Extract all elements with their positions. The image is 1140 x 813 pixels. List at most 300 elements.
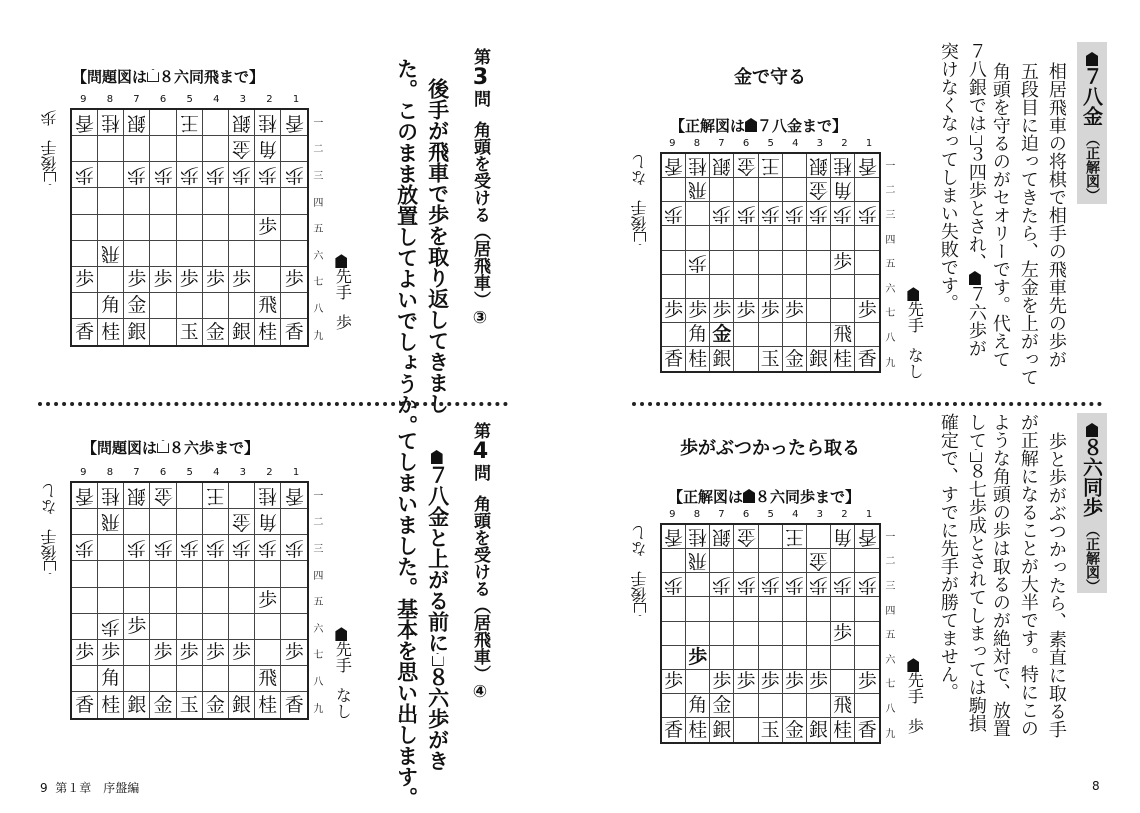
board-square[interactable] <box>177 666 203 692</box>
board-square[interactable] <box>807 226 831 250</box>
board-square[interactable] <box>124 215 150 241</box>
board-square[interactable] <box>124 110 150 136</box>
board-square[interactable] <box>734 549 758 573</box>
board-square[interactable] <box>710 202 734 226</box>
board-square[interactable] <box>229 215 255 241</box>
sente-piece[interactable]: 歩 <box>284 641 304 663</box>
board-square[interactable] <box>686 597 710 621</box>
board-square[interactable] <box>203 561 229 587</box>
board-square[interactable] <box>855 694 879 718</box>
board-square[interactable] <box>98 483 124 509</box>
gote-piece[interactable]: 香 <box>75 485 95 508</box>
sente-piece[interactable]: 桂 <box>258 320 278 343</box>
board-square[interactable] <box>662 178 686 202</box>
gote-piece[interactable]: 歩 <box>153 164 173 187</box>
board-square[interactable] <box>203 110 229 136</box>
board-square[interactable] <box>686 226 710 250</box>
gote-piece[interactable]: 王 <box>205 485 225 508</box>
gote-piece[interactable]: 銀 <box>231 112 251 135</box>
sente-piece[interactable]: 歩 <box>736 670 756 692</box>
board-square[interactable] <box>759 251 783 275</box>
gote-piece[interactable]: 香 <box>857 526 877 549</box>
board-square[interactable] <box>710 622 734 646</box>
board-square[interactable] <box>855 622 879 646</box>
board-square[interactable] <box>831 178 855 202</box>
sente-piece[interactable]: 金 <box>127 294 147 317</box>
sente-piece[interactable]: 歩 <box>127 614 147 637</box>
board-square[interactable] <box>855 597 879 621</box>
sente-piece[interactable]: 歩 <box>205 268 225 290</box>
gote-piece[interactable]: 歩 <box>127 164 147 187</box>
board-square[interactable] <box>783 154 807 178</box>
sente-piece[interactable]: 歩 <box>101 641 121 663</box>
board-square[interactable] <box>203 215 229 241</box>
board-square[interactable] <box>686 202 710 226</box>
sente-piece[interactable]: 桂 <box>101 320 121 343</box>
board-square[interactable] <box>229 162 255 188</box>
sente-piece[interactable]: 歩 <box>179 641 199 663</box>
board-square[interactable] <box>281 509 307 535</box>
gote-piece[interactable]: 歩 <box>833 574 853 597</box>
board-square[interactable] <box>203 692 229 718</box>
sente-piece[interactable]: 歩 <box>736 299 756 321</box>
board-square[interactable] <box>177 692 203 718</box>
board-square[interactable] <box>72 509 98 535</box>
board-square[interactable] <box>150 640 176 666</box>
gote-piece[interactable]: 歩 <box>284 537 304 560</box>
board-square[interactable] <box>281 267 307 293</box>
board-square[interactable] <box>783 323 807 347</box>
board-square[interactable] <box>759 694 783 718</box>
board-square[interactable] <box>150 162 176 188</box>
gote-piece[interactable]: 歩 <box>857 203 877 226</box>
board-square[interactable] <box>734 251 758 275</box>
sente-piece[interactable]: 歩 <box>857 670 877 692</box>
board-square[interactable] <box>72 267 98 293</box>
board-square[interactable] <box>124 188 150 214</box>
sente-piece[interactable]: 銀 <box>808 718 828 741</box>
board-square[interactable] <box>855 549 879 573</box>
board-square[interactable] <box>855 323 879 347</box>
board-square[interactable] <box>72 293 98 319</box>
board-square[interactable] <box>255 614 281 640</box>
board-square[interactable] <box>177 509 203 535</box>
gote-piece[interactable]: 歩 <box>75 164 95 187</box>
sente-piece[interactable]: 歩 <box>153 641 173 663</box>
board-square[interactable] <box>783 718 807 742</box>
board-square[interactable] <box>229 110 255 136</box>
board-square[interactable] <box>783 299 807 323</box>
gote-piece[interactable]: 歩 <box>258 164 278 187</box>
sente-piece[interactable]: 歩 <box>712 299 732 321</box>
board-square[interactable] <box>807 275 831 299</box>
board-square[interactable] <box>98 215 124 241</box>
gote-piece[interactable]: 歩 <box>231 164 251 187</box>
board-square[interactable] <box>281 483 307 509</box>
board-square[interactable] <box>255 692 281 718</box>
sente-piece[interactable]: 歩 <box>760 299 780 321</box>
board-square[interactable] <box>759 597 783 621</box>
board-square[interactable] <box>72 188 98 214</box>
board-square[interactable] <box>734 718 758 742</box>
board-square[interactable] <box>72 162 98 188</box>
sente-piece[interactable]: 桂 <box>833 347 853 370</box>
gote-piece[interactable]: 歩 <box>760 574 780 597</box>
gote-piece[interactable]: 銀 <box>127 485 147 508</box>
gote-piece[interactable]: 桂 <box>101 112 121 135</box>
sente-piece[interactable]: 歩 <box>664 299 684 321</box>
gote-piece[interactable]: 歩 <box>205 537 225 560</box>
board-square[interactable] <box>686 646 710 670</box>
board-square[interactable] <box>255 215 281 241</box>
board-square[interactable] <box>783 646 807 670</box>
board-square[interactable] <box>150 215 176 241</box>
gote-piece[interactable]: 歩 <box>179 537 199 560</box>
board-square[interactable] <box>734 597 758 621</box>
board-square[interactable] <box>255 241 281 267</box>
board-square[interactable] <box>686 275 710 299</box>
board-square[interactable] <box>281 588 307 614</box>
board-square[interactable] <box>124 614 150 640</box>
board-square[interactable] <box>710 226 734 250</box>
board-square[interactable] <box>759 573 783 597</box>
board-square[interactable] <box>807 347 831 371</box>
board-square[interactable] <box>686 154 710 178</box>
gote-piece[interactable]: 金 <box>808 179 828 202</box>
board-square[interactable] <box>72 110 98 136</box>
board-square[interactable] <box>255 293 281 319</box>
board-square[interactable] <box>229 509 255 535</box>
board-square[interactable] <box>807 299 831 323</box>
board-square[interactable] <box>98 535 124 561</box>
board-square[interactable] <box>150 666 176 692</box>
gote-piece[interactable]: 歩 <box>760 203 780 226</box>
board-square[interactable] <box>662 226 686 250</box>
board-square[interactable] <box>177 561 203 587</box>
board-square[interactable] <box>831 718 855 742</box>
board-square[interactable] <box>710 597 734 621</box>
board-square[interactable] <box>662 251 686 275</box>
board-square[interactable] <box>255 319 281 345</box>
board-square[interactable] <box>124 319 150 345</box>
sente-piece[interactable]: 歩 <box>231 641 251 663</box>
gote-piece[interactable]: 桂 <box>258 485 278 508</box>
gote-piece[interactable]: 金 <box>231 511 251 534</box>
board-square[interactable] <box>855 718 879 742</box>
board-square[interactable] <box>807 694 831 718</box>
board-square[interactable] <box>831 226 855 250</box>
board-square[interactable] <box>831 251 855 275</box>
board-square[interactable] <box>662 694 686 718</box>
board-square[interactable] <box>807 597 831 621</box>
board-square[interactable] <box>855 226 879 250</box>
sente-piece[interactable]: 香 <box>857 347 877 370</box>
gote-piece[interactable]: 歩 <box>664 574 684 597</box>
board-square[interactable] <box>855 646 879 670</box>
board-square[interactable] <box>281 136 307 162</box>
board-square[interactable] <box>734 694 758 718</box>
board-square[interactable] <box>662 573 686 597</box>
sente-piece[interactable]: 角 <box>101 667 121 690</box>
sente-piece[interactable]: 玉 <box>179 693 199 716</box>
board-square[interactable] <box>807 178 831 202</box>
board-square[interactable] <box>710 275 734 299</box>
board-square[interactable] <box>855 251 879 275</box>
board-square[interactable] <box>855 154 879 178</box>
board-square[interactable] <box>150 267 176 293</box>
board-square[interactable] <box>203 483 229 509</box>
board-square[interactable] <box>783 226 807 250</box>
board-square[interactable] <box>734 202 758 226</box>
gote-piece[interactable]: 香 <box>284 485 304 508</box>
board-square[interactable] <box>72 483 98 509</box>
board-square[interactable] <box>855 299 879 323</box>
board-square[interactable] <box>177 188 203 214</box>
board-square[interactable] <box>98 692 124 718</box>
gote-piece[interactable]: 香 <box>75 112 95 135</box>
board-square[interactable] <box>759 646 783 670</box>
gote-piece[interactable]: 銀 <box>127 112 147 135</box>
gote-piece[interactable]: 王 <box>784 526 804 549</box>
board-square[interactable] <box>150 561 176 587</box>
board-square[interactable] <box>855 670 879 694</box>
board-square[interactable] <box>124 692 150 718</box>
sente-piece[interactable]: 歩 <box>784 299 804 321</box>
board-square[interactable] <box>98 319 124 345</box>
board-square[interactable] <box>831 299 855 323</box>
board-square[interactable] <box>255 588 281 614</box>
sente-piece[interactable]: 金 <box>205 693 225 716</box>
board-square[interactable] <box>124 136 150 162</box>
gote-piece[interactable]: 歩 <box>833 203 853 226</box>
gote-piece[interactable]: 角 <box>833 526 853 549</box>
board-square[interactable] <box>831 202 855 226</box>
board-square[interactable] <box>783 549 807 573</box>
board-square[interactable] <box>831 549 855 573</box>
board-square[interactable] <box>124 267 150 293</box>
board-square[interactable] <box>72 666 98 692</box>
board-square[interactable] <box>783 670 807 694</box>
board-square[interactable] <box>855 525 879 549</box>
board-square[interactable] <box>150 692 176 718</box>
board-square[interactable] <box>686 549 710 573</box>
board-square[interactable] <box>72 588 98 614</box>
board-square[interactable] <box>807 718 831 742</box>
gote-piece[interactable]: 金 <box>736 155 756 178</box>
board-square[interactable] <box>662 323 686 347</box>
board-square[interactable] <box>783 622 807 646</box>
board-square[interactable] <box>831 646 855 670</box>
board-square[interactable] <box>662 525 686 549</box>
board-square[interactable] <box>686 347 710 371</box>
board-square[interactable] <box>255 162 281 188</box>
sente-piece[interactable]: 角 <box>688 323 708 346</box>
board-square[interactable] <box>662 622 686 646</box>
board-square[interactable] <box>759 226 783 250</box>
board-square[interactable] <box>229 692 255 718</box>
board-square[interactable] <box>734 573 758 597</box>
board-square[interactable] <box>686 718 710 742</box>
board-square[interactable] <box>807 525 831 549</box>
board-square[interactable] <box>203 136 229 162</box>
gote-piece[interactable]: 歩 <box>231 537 251 560</box>
board-square[interactable] <box>281 293 307 319</box>
board-square[interactable] <box>255 666 281 692</box>
sente-piece[interactable]: 金 <box>205 320 225 343</box>
board-square[interactable] <box>710 347 734 371</box>
board-square[interactable] <box>255 267 281 293</box>
board-square[interactable] <box>72 241 98 267</box>
board-square[interactable] <box>759 670 783 694</box>
sente-piece[interactable]: 歩 <box>75 641 95 663</box>
sente-piece[interactable]: 香 <box>284 693 304 716</box>
gote-piece[interactable]: 桂 <box>833 155 853 178</box>
board-square[interactable] <box>855 178 879 202</box>
board-square[interactable] <box>734 275 758 299</box>
board-square[interactable] <box>150 188 176 214</box>
board-square[interactable] <box>150 483 176 509</box>
sente-piece[interactable]: 角 <box>101 294 121 317</box>
board-square[interactable] <box>124 535 150 561</box>
gote-piece[interactable]: 桂 <box>688 526 708 549</box>
board-square[interactable] <box>807 573 831 597</box>
board-square[interactable] <box>229 241 255 267</box>
sente-piece[interactable]: 香 <box>75 693 95 716</box>
sente-piece[interactable]: 角 <box>688 694 708 717</box>
board-square[interactable] <box>203 188 229 214</box>
gote-piece[interactable]: 金 <box>736 526 756 549</box>
board-square[interactable] <box>177 267 203 293</box>
board-square[interactable] <box>662 670 686 694</box>
board-square[interactable] <box>686 622 710 646</box>
board-square[interactable] <box>229 640 255 666</box>
board-square[interactable] <box>734 646 758 670</box>
sente-piece[interactable]: 歩 <box>688 299 708 321</box>
board-square[interactable] <box>831 275 855 299</box>
gote-piece[interactable]: 歩 <box>808 574 828 597</box>
board-square[interactable] <box>203 162 229 188</box>
sente-piece[interactable]: 歩 <box>284 268 304 290</box>
sente-piece[interactable]: 桂 <box>688 347 708 370</box>
board-square[interactable] <box>759 622 783 646</box>
gote-piece[interactable]: 王 <box>179 112 199 135</box>
board-square[interactable] <box>72 136 98 162</box>
board-square[interactable] <box>807 323 831 347</box>
gote-piece[interactable]: 香 <box>857 155 877 178</box>
board-square[interactable] <box>98 267 124 293</box>
board-square[interactable] <box>177 319 203 345</box>
gote-piece[interactable]: 歩 <box>664 203 684 226</box>
gote-piece[interactable]: 銀 <box>808 155 828 178</box>
board-square[interactable] <box>759 323 783 347</box>
board-square[interactable] <box>759 299 783 323</box>
board-square[interactable] <box>662 154 686 178</box>
board-square[interactable] <box>177 110 203 136</box>
board-square[interactable] <box>831 347 855 371</box>
sente-piece[interactable]: 桂 <box>101 693 121 716</box>
board-square[interactable] <box>229 293 255 319</box>
board-square[interactable] <box>734 525 758 549</box>
board-square[interactable] <box>807 251 831 275</box>
gote-piece[interactable]: 歩 <box>153 537 173 560</box>
board-square[interactable] <box>150 110 176 136</box>
board-square[interactable] <box>255 509 281 535</box>
board-square[interactable] <box>710 525 734 549</box>
sente-piece[interactable]: 歩 <box>231 268 251 290</box>
board-square[interactable] <box>710 573 734 597</box>
board-square[interactable] <box>710 694 734 718</box>
board-square[interactable] <box>150 293 176 319</box>
board-square[interactable] <box>203 588 229 614</box>
gote-piece[interactable]: 銀 <box>712 526 732 549</box>
board-square[interactable] <box>759 275 783 299</box>
board-square[interactable] <box>662 202 686 226</box>
board-square[interactable] <box>831 622 855 646</box>
gote-piece[interactable]: 歩 <box>205 164 225 187</box>
board-square[interactable] <box>662 646 686 670</box>
board-square[interactable] <box>177 136 203 162</box>
board-square[interactable] <box>734 154 758 178</box>
gote-piece[interactable]: 歩 <box>712 203 732 226</box>
board-square[interactable] <box>686 694 710 718</box>
sente-piece[interactable]: 玉 <box>760 718 780 741</box>
board-square[interactable] <box>203 293 229 319</box>
board-square[interactable] <box>783 597 807 621</box>
gote-piece[interactable]: 歩 <box>75 537 95 560</box>
gote-piece[interactable]: 歩 <box>712 574 732 597</box>
board-square[interactable] <box>98 241 124 267</box>
sente-piece[interactable]: 飛 <box>833 694 853 717</box>
board-square[interactable] <box>124 588 150 614</box>
board-square[interactable] <box>281 319 307 345</box>
board-square[interactable] <box>734 323 758 347</box>
sente-piece[interactable]: 銀 <box>231 320 251 343</box>
board-square[interactable] <box>72 640 98 666</box>
board-square[interactable] <box>831 154 855 178</box>
sente-piece[interactable]: 桂 <box>258 693 278 716</box>
board-square[interactable] <box>72 535 98 561</box>
board-square[interactable] <box>203 241 229 267</box>
gote-piece[interactable]: 銀 <box>712 155 732 178</box>
board-square[interactable] <box>203 319 229 345</box>
board-square[interactable] <box>734 347 758 371</box>
gote-piece[interactable]: 歩 <box>808 203 828 226</box>
board-square[interactable] <box>124 561 150 587</box>
board-square[interactable] <box>807 646 831 670</box>
sente-piece[interactable]: 歩 <box>688 645 708 668</box>
board-square[interactable] <box>124 293 150 319</box>
board-square[interactable] <box>177 640 203 666</box>
board-square[interactable] <box>281 535 307 561</box>
board-square[interactable] <box>281 640 307 666</box>
board-square[interactable] <box>98 666 124 692</box>
sente-piece[interactable]: 桂 <box>688 718 708 741</box>
board-square[interactable] <box>686 251 710 275</box>
board-square[interactable] <box>150 319 176 345</box>
board-square[interactable] <box>281 241 307 267</box>
board-square[interactable] <box>783 347 807 371</box>
sente-piece[interactable]: 飛 <box>258 667 278 690</box>
board-square[interactable] <box>281 561 307 587</box>
board-square[interactable] <box>229 535 255 561</box>
board-square[interactable] <box>98 293 124 319</box>
board-square[interactable] <box>855 573 879 597</box>
sente-piece[interactable]: 歩 <box>153 268 173 290</box>
board-square[interactable] <box>759 525 783 549</box>
gote-piece[interactable]: 桂 <box>258 112 278 135</box>
board-square[interactable] <box>98 588 124 614</box>
gote-piece[interactable]: 飛 <box>101 511 121 534</box>
